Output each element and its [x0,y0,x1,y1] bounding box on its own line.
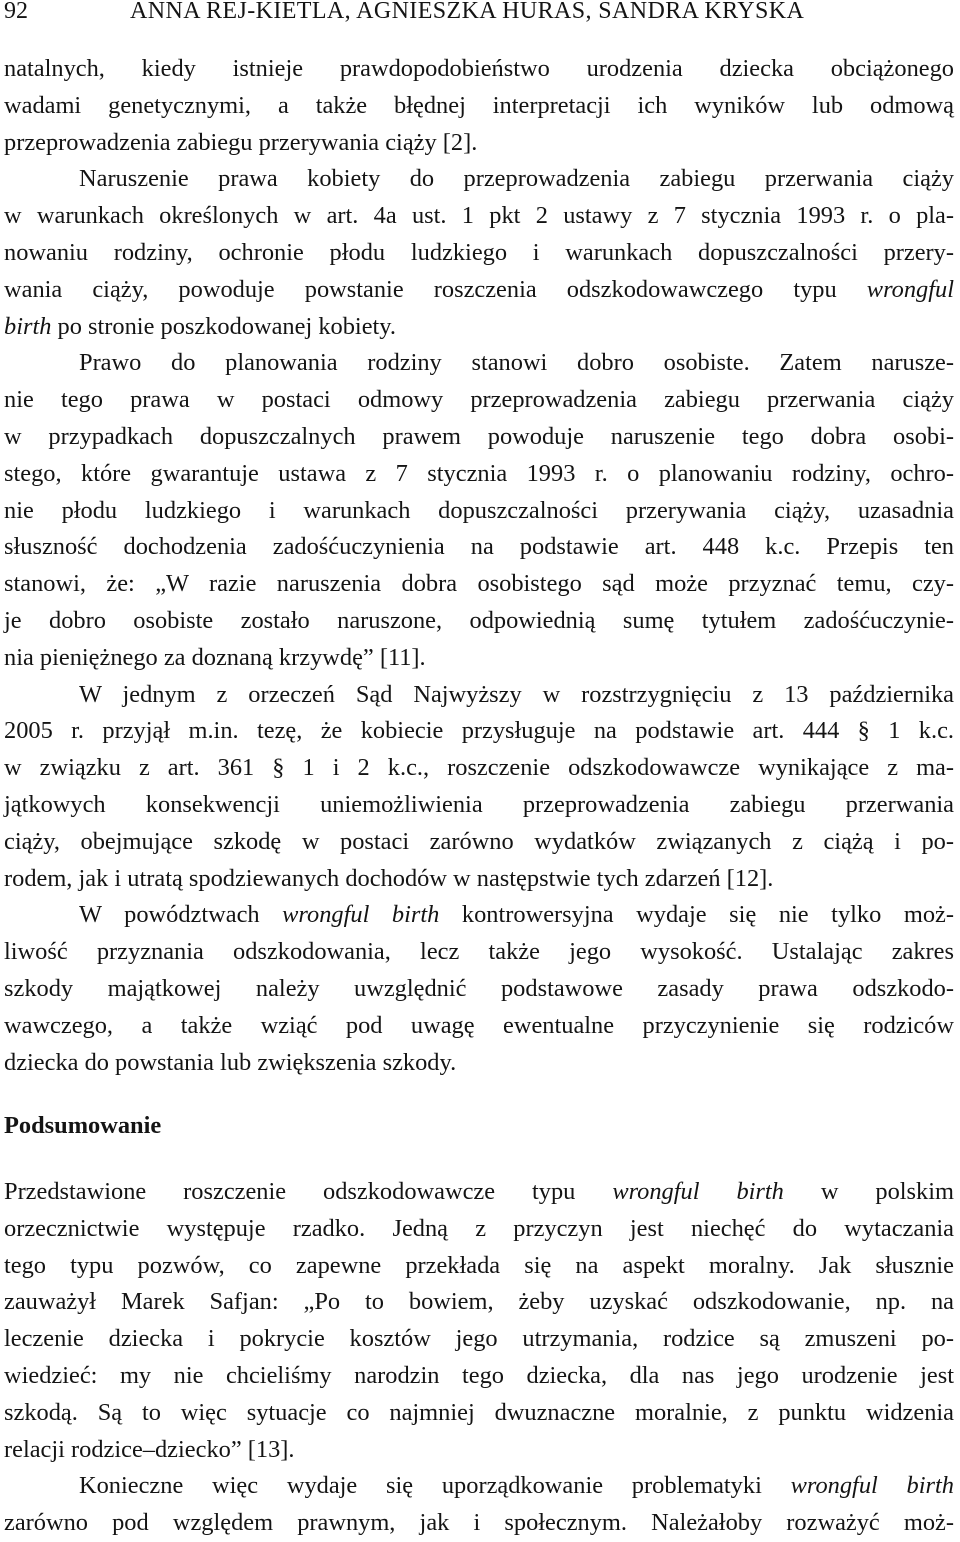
text-line: szkodą. Są to więc sytuacje co najmniej dwuznaczne moralnie, z punktu widzenia [4,1398,954,1426]
text-line: orzecznictwie występuje rzadko. Jedną z przyczyn jest niechęć do wytaczania [4,1214,954,1242]
text-line: ciąży, obejmujące szkodę w postaci zarówno wydatków związanych z ciążą i po- [4,827,954,855]
text-line: w związku z art. 361 § 1 i 2 k.c., roszczenie odszkodowawcze wynikające z ma- [4,754,954,782]
text-line: słuszność dochodzenia zadośćuczynienia na podstawie art. 448 k.c. Przepis ten [4,533,954,561]
text-line: w warunkach określonych w art. 4a ust. 1 pkt 2 ustawy z 7 stycznia 1993 r. o pla- [4,202,954,230]
text-line: tego typu pozwów, co zapewne przekłada się na aspekt moralny. Jak słusznie [4,1251,954,1279]
running-header [0,0,960,28]
text-line: Prawo do planowania rodziny stanowi dobro osobiste. Zatem narusze- [79,349,954,377]
text-line: wadami genetycznymi, a także błędnej interpretacji ich wyników lub odmową [4,91,954,119]
text-line: W jednym z orzeczeń Sąd Najwyższy w rozstrzygnięciu z 13 października [79,680,954,708]
text-line: je dobro osobiste zostało naruszone, odpowiednią sumę tytułem zadośćuczynie- [4,606,954,634]
text-line: zarówno pod względem prawnym, jak i społecznym. Należałoby rozważyć moż- [4,1509,954,1537]
text-line: wawczego, a także wziąć pod uwagę ewentualne przyczynienie się rodziców [4,1011,954,1039]
text-line: jątkowych konsekwencji uniemożliwienia przeprowadzenia zabiegu przerwania [4,790,954,818]
text-line: wania ciąży, powoduje powstanie roszczenia odszkodowawczego typu wrongful [4,275,954,303]
text-line: nie tego prawa w postaci odmowy przeprowadzenia zabiegu przerwania ciąży [4,386,954,414]
text-line: W powództwach wrongful birth kontrowersyjna wydaje się nie tylko moż- [79,901,954,929]
header-authors: ANNA REJ-KIETLA, AGNIESZKA HURAS, SANDRA KRYSKA [130,0,805,24]
text-line: stego, które gwarantuje ustawa z 7 stycznia 1993 r. o planowaniu rodziny, ochro- [4,459,954,487]
italic-term: birth [4,312,52,340]
text-line: rodem, jak i utratą spodziewanych dochodów w następstwie tych zdarzeń [12]. [4,864,774,892]
page-number: 92 [4,0,28,24]
text-line: nie płodu ludzkiego i warunkach dopuszczalności przerywania ciąży, uzasadnia [4,496,954,524]
italic-term: wrongful birth [790,1472,954,1500]
text-line: nia pieniężnego za doznaną krzywdę” [11]. [4,643,426,671]
text-line: szkody majątkowej należy uwzględnić podstawowe zasady prawa odszkodo- [4,974,954,1002]
text-line: w przypadkach dopuszczalnych prawem powoduje naruszenie tego dobra osobi- [4,422,954,450]
section-heading: Podsumowanie [4,1112,162,1139]
italic-term: wrongful birth [612,1178,784,1205]
body-text [4,51,954,1081]
italic-term: wrongful [866,275,954,303]
text-line: stanowi, że: „W razie naruszenia dobra osobistego sąd może przyznać temu, czy- [4,570,954,598]
text-line: birth po stronie poszkodowanej kobiety. [4,312,397,340]
text-line: natalnych, kiedy istnieje prawdopodobieństwo urodzenia dziecka obciążonego [4,55,954,82]
text-line: liwość przyznania odszkodowania, lecz także jego wysokość. Ustalając zakres [4,938,954,966]
text-line: nowaniu rodziny, ochronie płodu ludzkiego i warunkach dopuszczalności przery- [4,238,954,266]
text-line: Konieczne więc wydaje się uporządkowanie problematyki wrongful birth [79,1472,954,1500]
italic-term: wrongful birth [282,901,440,929]
text-line: Naruszenie prawa kobiety do przeprowadzenia zabiegu przerwania ciąży [79,165,954,193]
text-line: 2005 r. przyjął m.in. tezę, że kobiecie przysługuje na podstawie art. 444 § 1 k.c. [4,717,954,745]
text-line: Przedstawione roszczenie odszkodowawcze typu wrongful birth w polskim [4,1178,954,1205]
section-text [4,1174,954,1542]
text-line: zauważył Marek Safjan: „Po to bowiem, żeby uzyskać odszkodowanie, np. na [4,1288,954,1316]
text-line: przeprowadzenia zabiegu przerywania ciąży [2]. [4,128,478,156]
text-line: wiedzieć: my nie chcieliśmy narodzin tego dziecka, dla nas jego urodzenie jest [4,1361,954,1389]
text-line: leczenie dziecka i pokrycie kosztów jego utrzymania, rodzice są zmuszeni po- [4,1325,954,1353]
text-line: relacji rodzice–dziecko” [13]. [4,1435,295,1463]
text-line: dziecka do powstania lub zwiększenia szkody. [4,1048,457,1076]
